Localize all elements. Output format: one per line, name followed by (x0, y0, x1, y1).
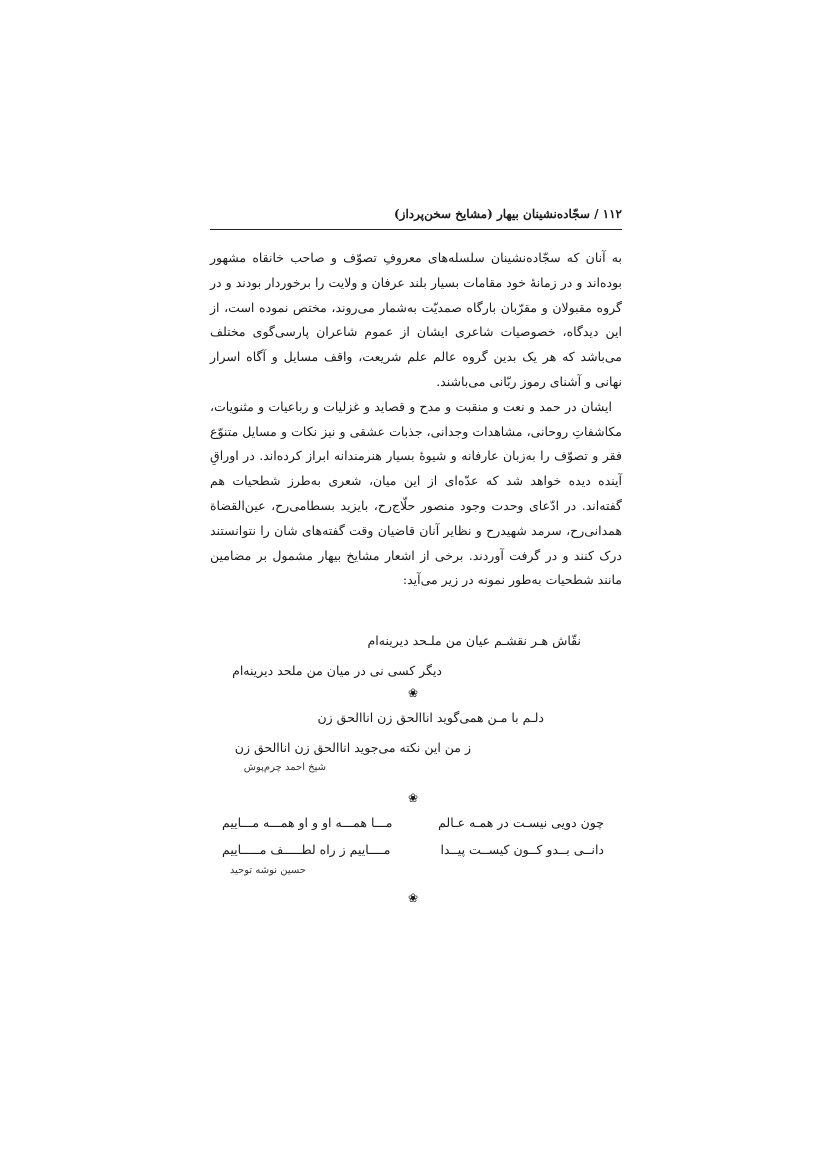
header-rule (210, 229, 622, 230)
poem-3-line-2-left: مــــاییم ز راه لطـــــف مـــــاییم (222, 842, 391, 857)
separator-2: ❀ (407, 791, 419, 805)
poem-3-line-2-right: دانــی بــدو کــون کیســت پیــدا (440, 842, 604, 857)
poem-1-line-1: نقّاش هـر نقشـم عیان من ملـحد دیرینه‌ام (367, 633, 581, 648)
paragraph-1: به آنان که سجّاده‌نشینان سلسله‌های معروفِ تصوّف و صاحب خانقاه مشهور بوده‌اند و در زمانهٔ خود مقامات بسیار بلند عرفان و ولایت را برخوردار بودند و در گروه مقبولان و مقرّبان بارگاه صمدیّت به‌شمار می‌روند، مختص نموده است، از این دیدگاه، خصوصیات شاعری ایشان از عموم شاعران پارسی‌گوی مختلف می‌باشد که هر یک بدین گروه عالم علم شریعت، واقف مسایل و آگاه اسرار نهانی و آشنای رموز ربّانی می‌باشند. (210, 250, 622, 389)
body-text (210, 246, 622, 593)
poem-3-line-1-left: مـــا همـــه او و او همـــه مـــاییم (222, 815, 393, 830)
poem-3-poet: حسین نوشه توحید (229, 865, 306, 876)
poem-2-line-2: ز من این نکته می‌جوید اناالحق زن اناالحق زن (234, 740, 471, 755)
poem-3-line-1-right: چون دویی نیسـت در همـه عـالم (438, 815, 604, 830)
poem-2-poet: شیخ احمد چرم‌پوش (243, 762, 326, 773)
poem-2-line-1: دلـم با مـن همی‌گوید اناالحق زن اناالحق زن (317, 710, 544, 725)
separator-3: ❀ (407, 891, 419, 905)
poem-1-line-2: دیگر کسی نی در میان من ملحد دیرینه‌ام (232, 663, 442, 678)
running-header: ۱۱۲ / سجّاده‌نشینان بیهار (مشایخ سخن‌پرداز) (393, 207, 622, 221)
paragraph-2: ایشان در حمد و نعت و منقبت و مدح و قصاید و غزلیات و رباعیات و مثنویات، مکاشفاتِ روحانی، مشاهدات وجدانی، جذبات عشقی و نیز نکات و مسایل متنوّع فقر و تصوّف را به‌زبان عارفانه و شیوهٔ بسیار هنرمندانه ابراز کرده‌اند. در اوراقِ آینده دیده خواهد شد که عدّه‌ای از این میان، شعری به‌طرز شطحیات هم گفته‌اند. در ادّعای وحدت وجود منصور حلّاج‌رح، بایزید بسطامی‌رح، عین‌القضاة همدانی‌رح، سرمد شهیدرح و نظایر آنان قاضیان وقت گفته‌های شان را نتوانستند درک کنند و در گرفت آوردند. برخی از اشعار مشایخ بیهار مشمول بر مضامین مانند شطحیات به‌طور نمونه در زیر می‌آید: (210, 398, 622, 588)
separator-1: ❀ (407, 686, 419, 700)
